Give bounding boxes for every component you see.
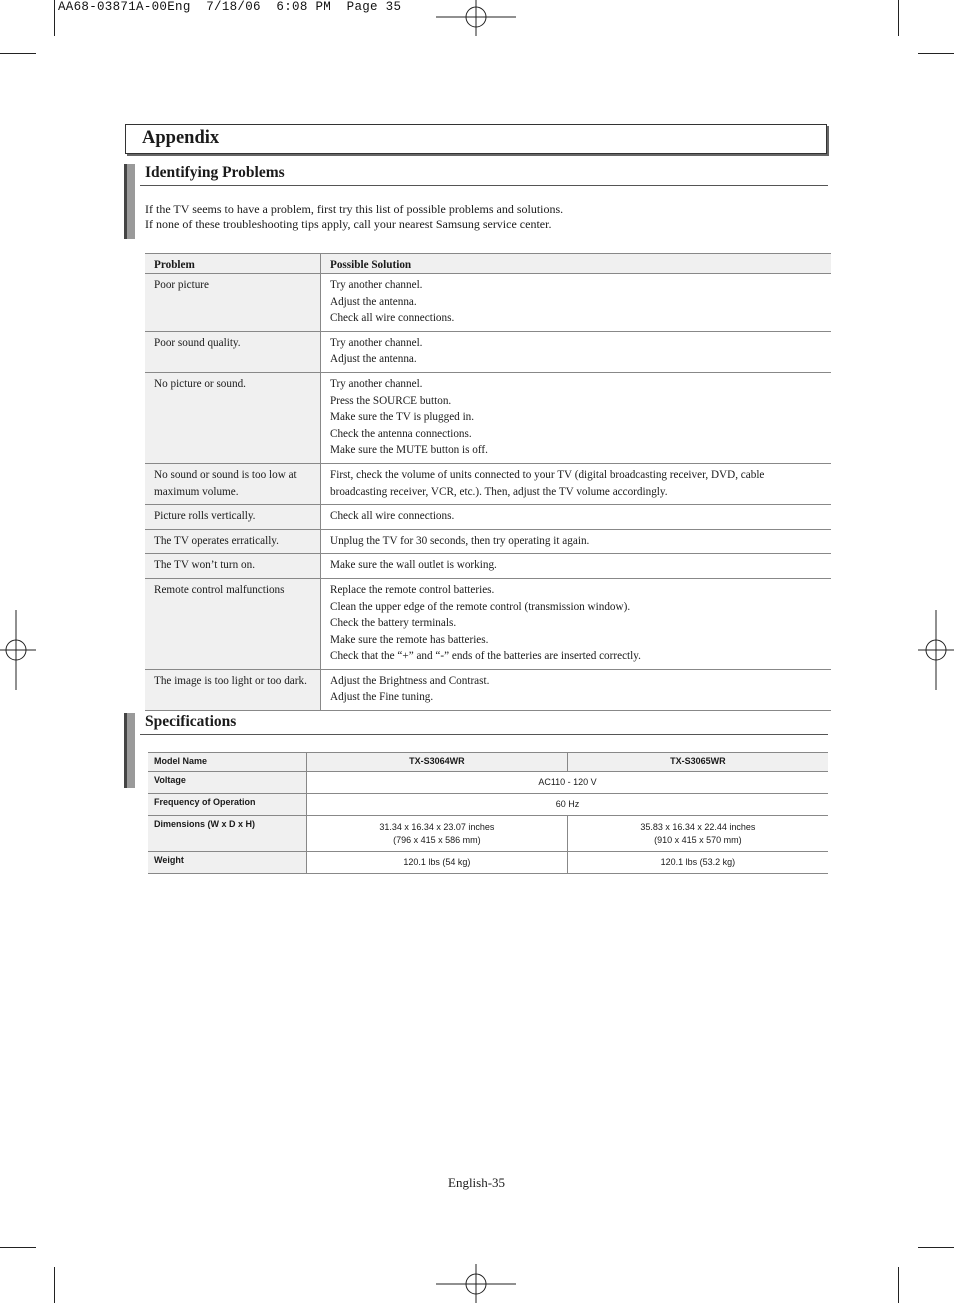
spec-value-dimensions-a: 31.34 x 16.34 x 23.07 inches (796 x 415 x 586 mm) xyxy=(307,816,568,852)
crop-mark xyxy=(0,53,36,54)
problem-cell: Remote control malfunctions xyxy=(145,578,321,669)
section-title-identifying: Identifying Problems xyxy=(145,164,285,181)
spec-label: Weight xyxy=(148,852,307,874)
intro-text xyxy=(145,202,563,231)
solution-cell: Try another channel. Adjust the antenna. Check all wire connections. xyxy=(321,274,832,332)
spec-label: Dimensions (W x D x H) xyxy=(148,816,307,852)
registration-mark-icon xyxy=(436,0,516,36)
table-row xyxy=(148,794,828,816)
spec-label: Model Name xyxy=(148,753,307,772)
spec-value-weight-a: 120.1 lbs (54 kg) xyxy=(307,852,568,874)
table-row xyxy=(145,669,831,710)
problem-cell: No picture or sound. xyxy=(145,372,321,463)
crop-mark xyxy=(918,1247,954,1248)
solution-cell: First, check the volume of units connected to your TV (digital broadcasting receiver, DVD, cable broadcasting receiver, VCR, etc.). Then, adjust the TV volume accordingly. xyxy=(321,463,832,504)
table-row xyxy=(148,852,828,874)
table-row xyxy=(145,463,831,504)
page-number: English-35 xyxy=(448,1175,506,1190)
section-rule xyxy=(140,185,828,186)
table-row xyxy=(148,772,828,794)
problem-cell: Picture rolls vertically. xyxy=(145,505,321,530)
table-row xyxy=(145,331,831,372)
problem-cell: The TV won’t turn on. xyxy=(145,554,321,579)
intro-line: If the TV seems to have a problem, first try this list of possible problems and solutions. xyxy=(145,202,564,216)
spec-value-weight-b: 120.1 lbs (53.2 kg) xyxy=(567,852,828,874)
solution-cell: Try another channel. Press the SOURCE button. Make sure the TV is plugged in. Check the antenna connections. Make sure the MUTE button is off. xyxy=(321,372,832,463)
troubleshooting-table xyxy=(145,253,831,711)
specifications-table xyxy=(148,752,828,874)
problem-cell: Poor picture xyxy=(145,274,321,332)
print-header: AA68-03871A-00Eng 7/18/06 6:08 PM Page 35 xyxy=(58,0,402,14)
appendix-heading-box xyxy=(125,124,827,154)
table-row xyxy=(145,554,831,579)
solution-cell: Check all wire connections. xyxy=(321,505,832,530)
registration-mark-icon xyxy=(918,610,954,690)
solution-cell: Unplug the TV for 30 seconds, then try operating it again. xyxy=(321,529,832,554)
section-title-specifications: Specifications xyxy=(145,713,237,730)
table-row xyxy=(145,372,831,463)
column-header-problem: Problem xyxy=(145,254,321,274)
spec-value-dimensions-b: 35.83 x 16.34 x 22.44 inches (910 x 415 x 570 mm) xyxy=(567,816,828,852)
intro-line: If none of these troubleshooting tips apply, call your nearest Samsung service center. xyxy=(145,216,552,231)
table-row xyxy=(145,274,831,332)
spec-label: Frequency of Operation xyxy=(148,794,307,816)
section-marker xyxy=(124,713,135,788)
registration-mark-icon xyxy=(0,610,36,690)
table-row xyxy=(145,578,831,669)
crop-mark xyxy=(898,0,899,36)
solution-cell: Try another channel. Adjust the antenna. xyxy=(321,331,832,372)
section-marker xyxy=(124,164,135,239)
model-name-b: TX-S3065WR xyxy=(567,753,828,772)
registration-mark-icon xyxy=(436,1264,516,1303)
crop-mark xyxy=(918,53,954,54)
solution-cell: Make sure the wall outlet is working. xyxy=(321,554,832,579)
column-header-solution: Possible Solution xyxy=(321,254,832,274)
page-title: Appendix xyxy=(142,128,220,148)
spec-value-voltage: AC110 - 120 V xyxy=(307,772,829,794)
problem-cell: No sound or sound is too low at maximum volume. xyxy=(145,463,321,504)
crop-mark xyxy=(0,1247,36,1248)
model-name-a: TX-S3064WR xyxy=(307,753,568,772)
table-row xyxy=(148,816,828,852)
spec-value-frequency: 60 Hz xyxy=(307,794,829,816)
problem-cell: The TV operates erratically. xyxy=(145,529,321,554)
table-row xyxy=(148,753,828,772)
problem-cell: Poor sound quality. xyxy=(145,331,321,372)
crop-mark xyxy=(54,1267,55,1303)
spec-label: Voltage xyxy=(148,772,307,794)
solution-cell: Adjust the Brightness and Contrast. Adjust the Fine tuning. xyxy=(321,669,832,710)
table-row xyxy=(145,505,831,530)
table-row xyxy=(145,529,831,554)
problem-cell: The image is too light or too dark. xyxy=(145,669,321,710)
solution-cell: Replace the remote control batteries. Clean the upper edge of the remote control (transmission window). Check the battery terminals. Make sure the remote has batteries. Check that the “+” and “-” ends of the batteries are inserted correctly. xyxy=(321,578,832,669)
crop-mark xyxy=(898,1267,899,1303)
section-rule xyxy=(140,734,828,735)
crop-mark xyxy=(54,0,55,36)
